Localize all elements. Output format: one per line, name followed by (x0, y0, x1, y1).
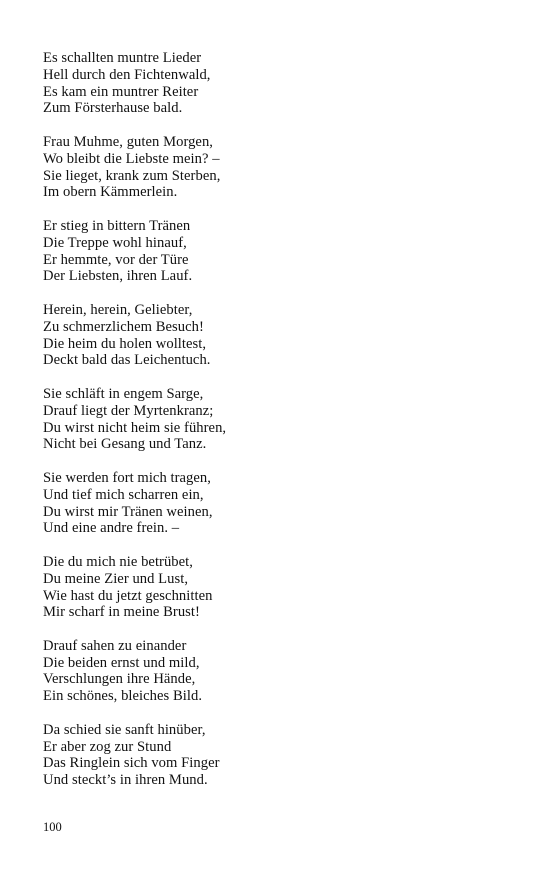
poem-line: Hell durch den Fichtenwald, (43, 66, 211, 83)
stanza-3 (43, 218, 523, 285)
poem-line: Die Treppe wohl hinauf, (43, 234, 187, 251)
poem-line: Deckt bald das Leichentuch. (43, 352, 211, 369)
poem-line: Du meine Zier und Lust, (43, 570, 189, 587)
poem-line: Er stieg in bittern Tränen (43, 217, 191, 234)
poem-line: Nicht bei Gesang und Tanz. (43, 436, 207, 453)
stanza-5 (43, 386, 523, 453)
poem-line: Herein, herein, Geliebter, (43, 301, 193, 318)
poem-line: Das Ringlein sich vom Finger (43, 755, 220, 772)
poem-line: Wie hast du jetzt geschnitten (43, 587, 213, 604)
poem-line: Die beiden ernst und mild, (43, 654, 200, 671)
poem-line: Die heim du holen wolltest, (43, 335, 207, 352)
poem-line: Wo bleibt die Liebste mein? – (43, 150, 220, 167)
poem-line: Er hemmte, vor der Türe (43, 251, 189, 268)
poem-line: Verschlungen ihre Hände, (43, 671, 196, 688)
poem-line: Und tief mich scharren ein, (43, 486, 204, 503)
poem-line: Mir scharf in meine Brust! (43, 604, 200, 621)
poem-line: Es kam ein muntrer Reiter (43, 83, 199, 100)
poem-line: Im obern Kämmerlein. (43, 184, 178, 201)
poem-line: Sie lieget, krank zum Sterben, (43, 167, 221, 184)
stanza-1 (43, 50, 523, 117)
poem-line: Ein schönes, bleiches Bild. (43, 688, 203, 705)
poem-line: Er aber zog zur Stund (43, 738, 172, 755)
stanza-9 (43, 722, 523, 789)
poem-line: Und eine andre frein. – (43, 520, 180, 537)
stanza-2 (43, 134, 523, 201)
stanza-4 (43, 302, 523, 369)
poem-line: Du wirst nicht heim sie führen, (43, 419, 227, 436)
poem-line: Zum Försterhause bald. (43, 100, 183, 117)
poem-line: Es schallten muntre Lieder (43, 50, 202, 66)
poem-line: Der Liebsten, ihren Lauf. (43, 268, 193, 285)
poem-line: Drauf liegt der Myrtenkranz; (43, 402, 214, 419)
poem (43, 50, 523, 806)
poem-line: Da schied sie sanft hinüber, (43, 721, 206, 738)
stanza-6 (43, 470, 523, 537)
poem-line: Du wirst mir Tränen weinen, (43, 503, 213, 520)
poem-line: Die du mich nie betrübet, (43, 553, 193, 570)
stanza-7 (43, 554, 523, 621)
poem-line: Drauf sahen zu einander (43, 637, 187, 654)
page-number: 100 (43, 820, 62, 834)
poem-line: Zu schmerzlichem Besuch! (43, 318, 204, 335)
stanza-8 (43, 638, 523, 705)
poem-line: Sie schläft in engem Sarge, (43, 385, 204, 402)
poem-line: Sie werden fort mich tragen, (43, 469, 211, 486)
poem-line: Und steckt’s in ihren Mund. (43, 772, 208, 789)
poem-line: Frau Muhme, guten Morgen, (43, 133, 214, 150)
